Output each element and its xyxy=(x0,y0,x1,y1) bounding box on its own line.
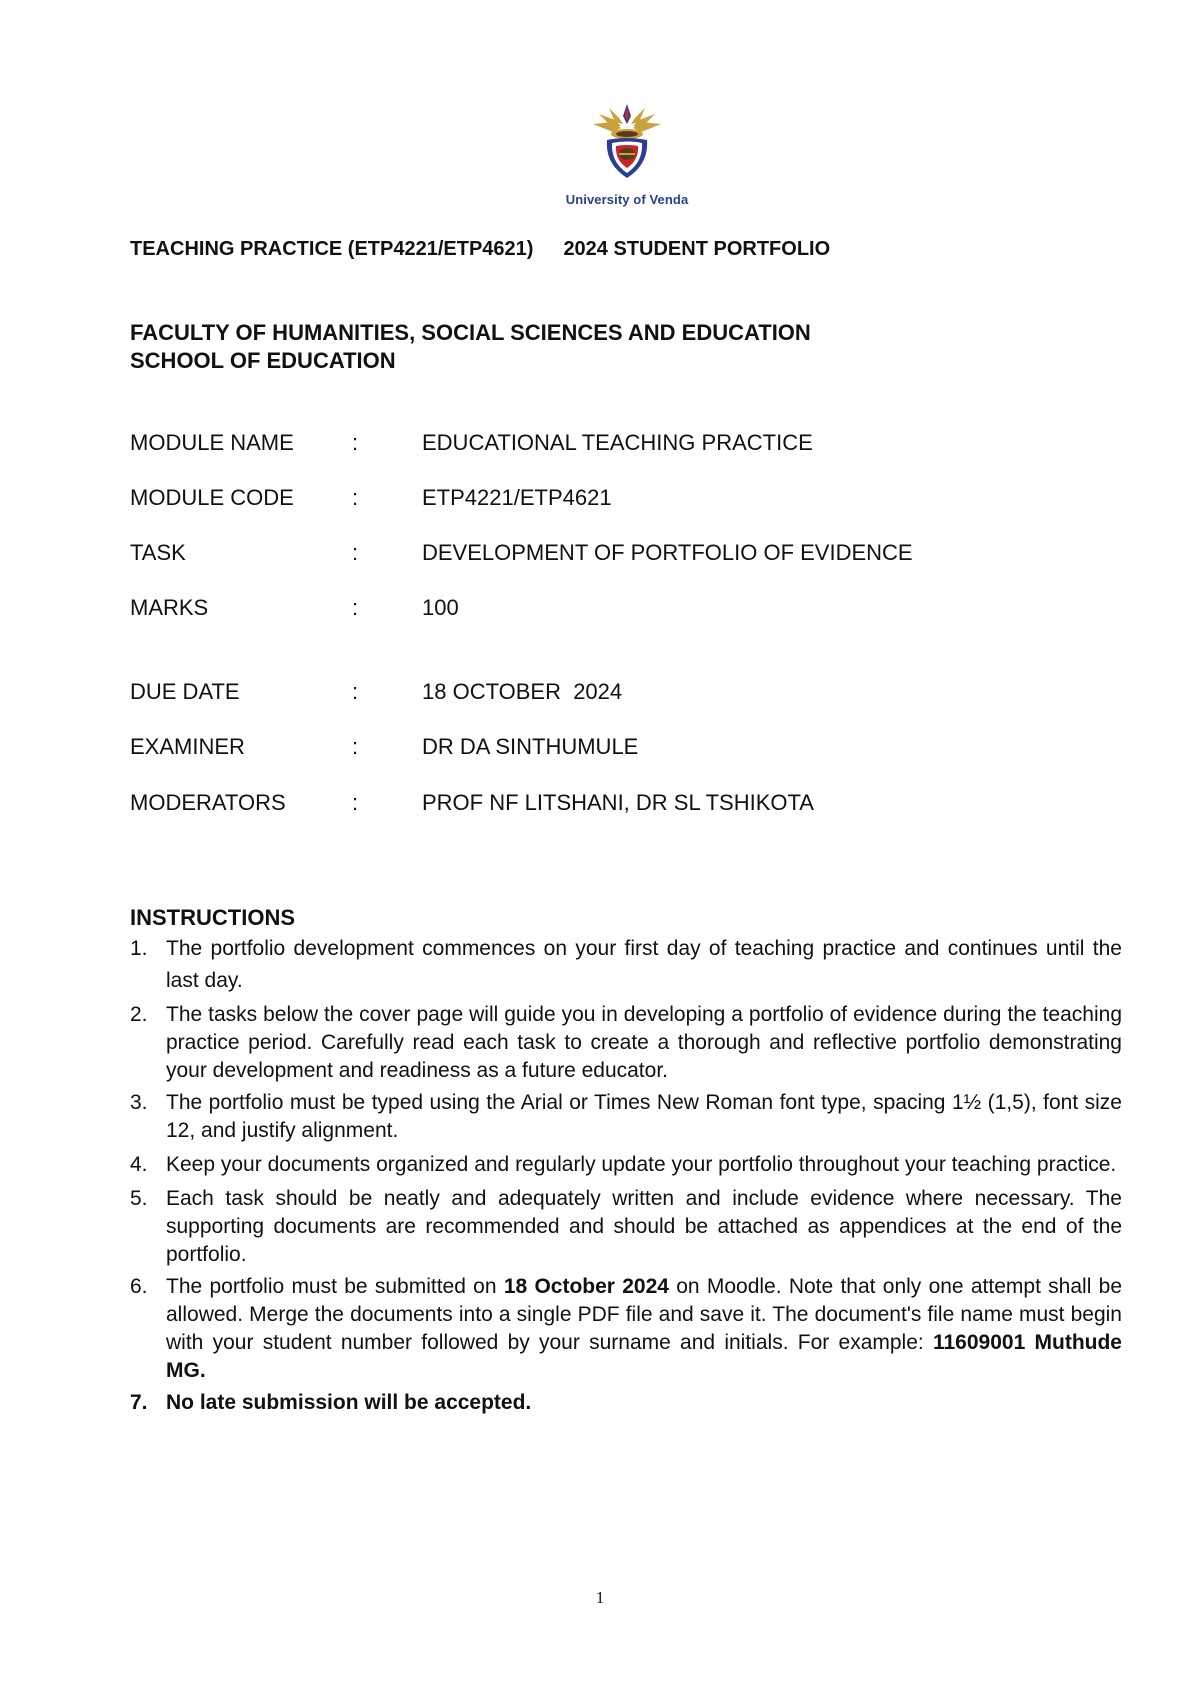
instruction-text: The portfolio development commences on your first day of teaching practice and continues until the last day. xyxy=(166,937,1122,992)
detail-separator: : xyxy=(352,595,359,620)
detail-value: EDUCATIONAL TEACHING PRACTICE xyxy=(422,430,813,455)
instruction-text-b: on Moodle. Note that only one attempt shall be allowed. Merge the documents into a single PDF file and save it. The document's file name must begin with your student number followed by your surname and initials. For example: xyxy=(166,1275,1123,1354)
detail-label: TASK xyxy=(130,540,186,565)
detail-label: EXAMINER xyxy=(130,734,245,759)
faculty-name: FACULTY OF HUMANITIES, SOCIAL SCIENCES AND EDUCATION xyxy=(130,320,811,345)
instruction-item xyxy=(130,933,1122,997)
detail-label: MODERATORS xyxy=(130,790,286,815)
instructions-list xyxy=(130,933,1122,1417)
detail-row-due-date xyxy=(130,679,1130,709)
filename-example: 11609001 Muthude MG. xyxy=(166,1331,1122,1382)
detail-row-examiner xyxy=(130,734,1130,764)
detail-value: DR DA SINTHUMULE xyxy=(422,734,639,759)
detail-label: DUE DATE xyxy=(130,679,240,704)
detail-separator: : xyxy=(352,679,359,704)
detail-label: MARKS xyxy=(130,595,209,620)
detail-value: DEVELOPMENT OF PORTFOLIO OF EVIDENCE xyxy=(422,540,913,565)
university-name: University of Venda xyxy=(565,192,689,207)
instruction-item xyxy=(130,1089,1122,1145)
detail-separator: : xyxy=(352,430,359,455)
detail-value: PROF NF LITSHANI, DR SL TSHIKOTA xyxy=(422,790,814,815)
detail-value: 100 xyxy=(422,595,459,620)
page-number: 1 xyxy=(595,1588,605,1607)
instruction-text-a: The portfolio must be submitted on xyxy=(166,1275,504,1298)
instruction-item xyxy=(130,1273,1122,1385)
detail-value: ETP4221/ETP4621 xyxy=(422,485,612,510)
instruction-text: The portfolio must be typed using the Arial or Times New Roman font type, spacing 1½ (1,5), font size 12, and justify alignment. xyxy=(166,1091,1122,1142)
instruction-item xyxy=(130,1389,1122,1417)
detail-row-moderators xyxy=(130,790,1130,820)
instruction-item xyxy=(130,1001,1122,1085)
instruction-number: 4. xyxy=(130,1153,148,1176)
school-name: SCHOOL OF EDUCATION xyxy=(130,348,396,373)
instruction-text: Each task should be neatly and adequately written and include evidence where necessary. The supporting documents are recommended and should be attached as appendices at the end of the portfolio. xyxy=(166,1187,1122,1266)
detail-separator: : xyxy=(352,734,359,759)
title-portfolio: 2024 STUDENT PORTFOLIO xyxy=(563,238,831,260)
detail-label: MODULE CODE xyxy=(130,485,294,510)
instruction-item xyxy=(130,1149,1122,1181)
detail-value: 18 OCTOBER 2024 xyxy=(422,679,623,704)
instruction-number: 2. xyxy=(130,1003,148,1026)
detail-row-module-code xyxy=(130,485,1130,515)
instruction-number: 1. xyxy=(130,937,148,960)
detail-separator: : xyxy=(352,540,359,565)
detail-separator: : xyxy=(352,485,359,510)
instruction-item xyxy=(130,1185,1122,1269)
detail-label: MODULE NAME xyxy=(130,430,294,455)
instruction-number: 3. xyxy=(130,1091,148,1114)
document-title xyxy=(130,238,830,261)
instruction-text: The tasks below the cover page will guide you in developing a portfolio of evidence during the teaching practice period. Carefully read each task to create a thorough and reflective portfolio demonstrating your development and readiness as a future educator. xyxy=(166,1003,1122,1082)
instruction-number: 6. xyxy=(130,1275,148,1298)
detail-row-module-name xyxy=(130,430,1130,460)
instruction-number: 5. xyxy=(130,1187,148,1210)
instruction-text: Keep your documents organized and regularly update your portfolio throughout your teaching practice. xyxy=(166,1153,1117,1176)
instructions-heading: INSTRUCTIONS xyxy=(130,905,295,930)
university-crest-icon xyxy=(583,102,671,182)
instruction-text: No late submission will be accepted. xyxy=(166,1391,532,1414)
detail-separator: : xyxy=(352,790,359,815)
submission-date: 18 October 2024 xyxy=(503,1275,669,1298)
detail-row-task xyxy=(130,540,1130,570)
title-module: TEACHING PRACTICE (ETP4221/ETP4621) xyxy=(130,238,534,260)
instruction-number: 7. xyxy=(130,1391,148,1414)
detail-row-marks xyxy=(130,595,1130,625)
